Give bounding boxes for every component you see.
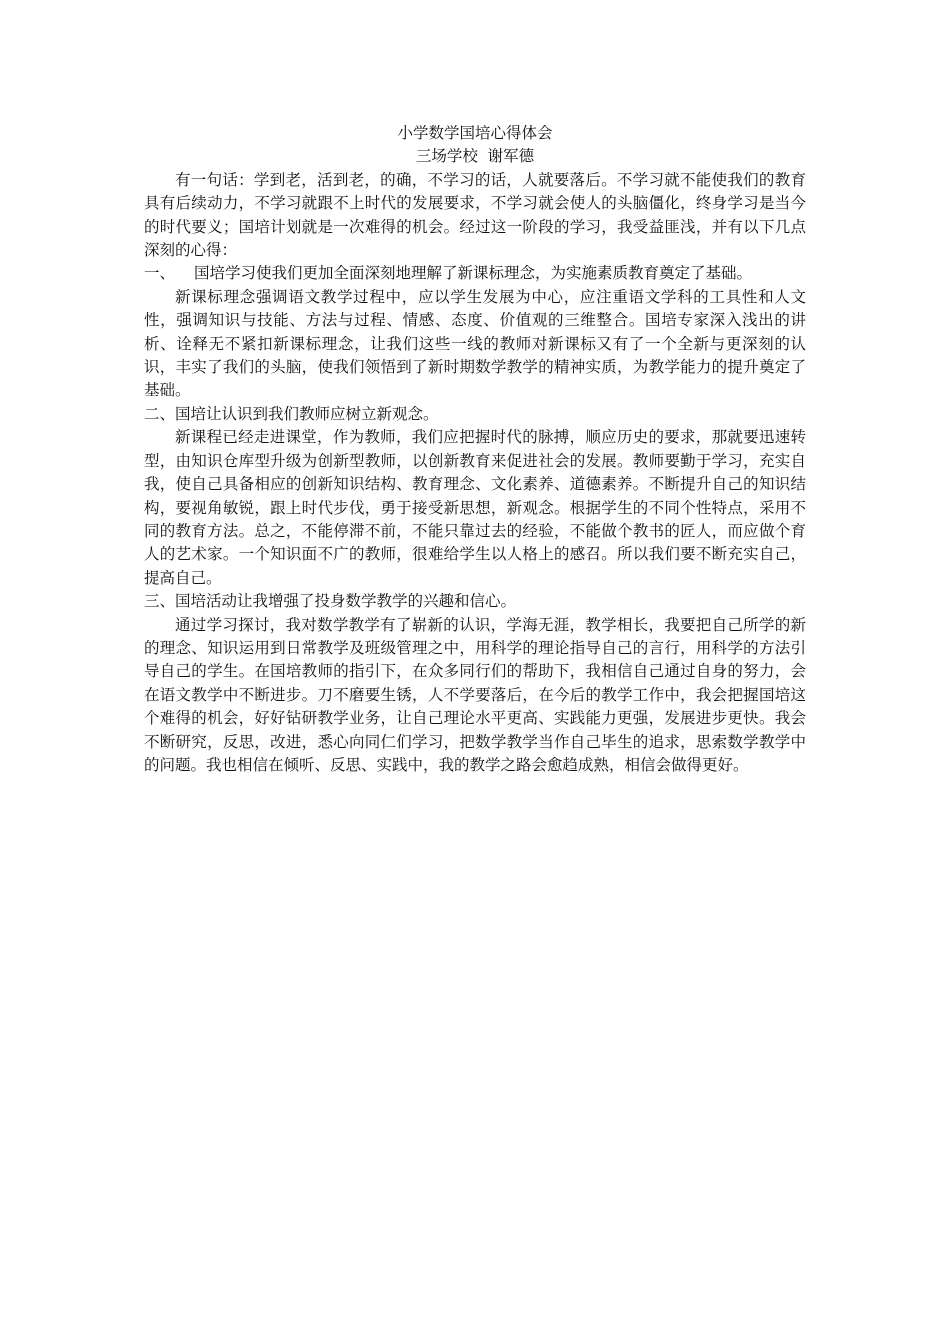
- document-author: 三场学校 谢军德: [415, 147, 535, 166]
- section-1-heading: [144, 262, 806, 285]
- section-1-heading-text: 国培学习使我们更加全面深刻地理解了新课标理念，为实施素质教育奠定了基础。: [194, 264, 753, 283]
- section-2-heading: 二、国培让认识到我们教师应树立新观念。: [144, 404, 439, 423]
- section-3-body: 通过学习探讨，我对数学教学有了崭新的认识，学海无涯，教学相长，我要把自己所学的新的理念、知识运用到日常教学及班级管理之中，用科学的理论指导自己的言行，用科学的方法引导自己的学生。在国培教师的指引下，在众多同行们的帮助下，我相信自己通过自身的努力，会在语文教学中不断进步。刀不磨要生锈，人不学要落后，在今后的教学工作中，我会把握国培这个难得的机会，好好钻研教学业务，让自己理论水平更高、实践能力更强，发展进步更快。我会不断研究，反思，改进，悉心向同仁们学习，把数学教学当作自己毕生的追求，思索数学教学中的问题。我也相信在倾听、反思、实践中，我的教学之路会愈趋成熟，相信会做得更好。: [144, 615, 806, 774]
- document-page: [144, 122, 806, 777]
- section-1-number: 一、: [144, 264, 176, 283]
- document-title: 小学数学国培心得体会: [397, 124, 553, 142]
- section-1-body: 新课标理念强调语文教学过程中，应以学生发展为中心，应注重语文学科的工具性和人文性，强调知识与技能、方法与过程、情感、态度、价值观的三维整合。国培专家深入浅出的讲析、诠释无不紧扣新课标理念，让我们这些一线的教师对新课标又有了一个全新与更深刻的认识，丰实了我们的头脑，使我们领悟到了新时期数学教学的精神实质，为教学能力的提升奠定了基础。: [144, 287, 806, 400]
- section-2-body: 新课程已经走进课堂，作为教师，我们应把握时代的脉搏，顺应历史的要求，那就要迅速转型，由知识仓库型升级为创新型教师，以创新教育来促进社会的发展。教师要勤于学习，充实自我，使自己具备相应的创新知识结构、教育理念、文化素养、道德素养。不断提升自己的知识结构，要视角敏锐，跟上时代步伐，勇于接受新思想，新观念。根据学生的不同个性特点，采用不同的教育方法。总之，不能停滞不前，不能只靠过去的经验，不能做个教书的匠人，而应做个育人的艺术家。一个知识面不广的教师，很难给学生以人格上的感召。所以我们要不断充实自己，提高自己。: [144, 428, 806, 587]
- section-3-heading: 三、国培活动让我增强了投身数学教学的兴趣和信心。: [144, 592, 517, 611]
- intro-paragraph: 有一句话：学到老，活到老，的确，不学习的话，人就要落后。不学习就不能使我们的教育具有后续动力，不学习就跟不上时代的发展要求，不学习就会使人的头脑僵化，终身学习是当今的时代要义；国培计划就是一次难得的机会。经过这一阶段的学习，我受益匪浅，并有以下几点深刻的心得：: [144, 170, 806, 260]
